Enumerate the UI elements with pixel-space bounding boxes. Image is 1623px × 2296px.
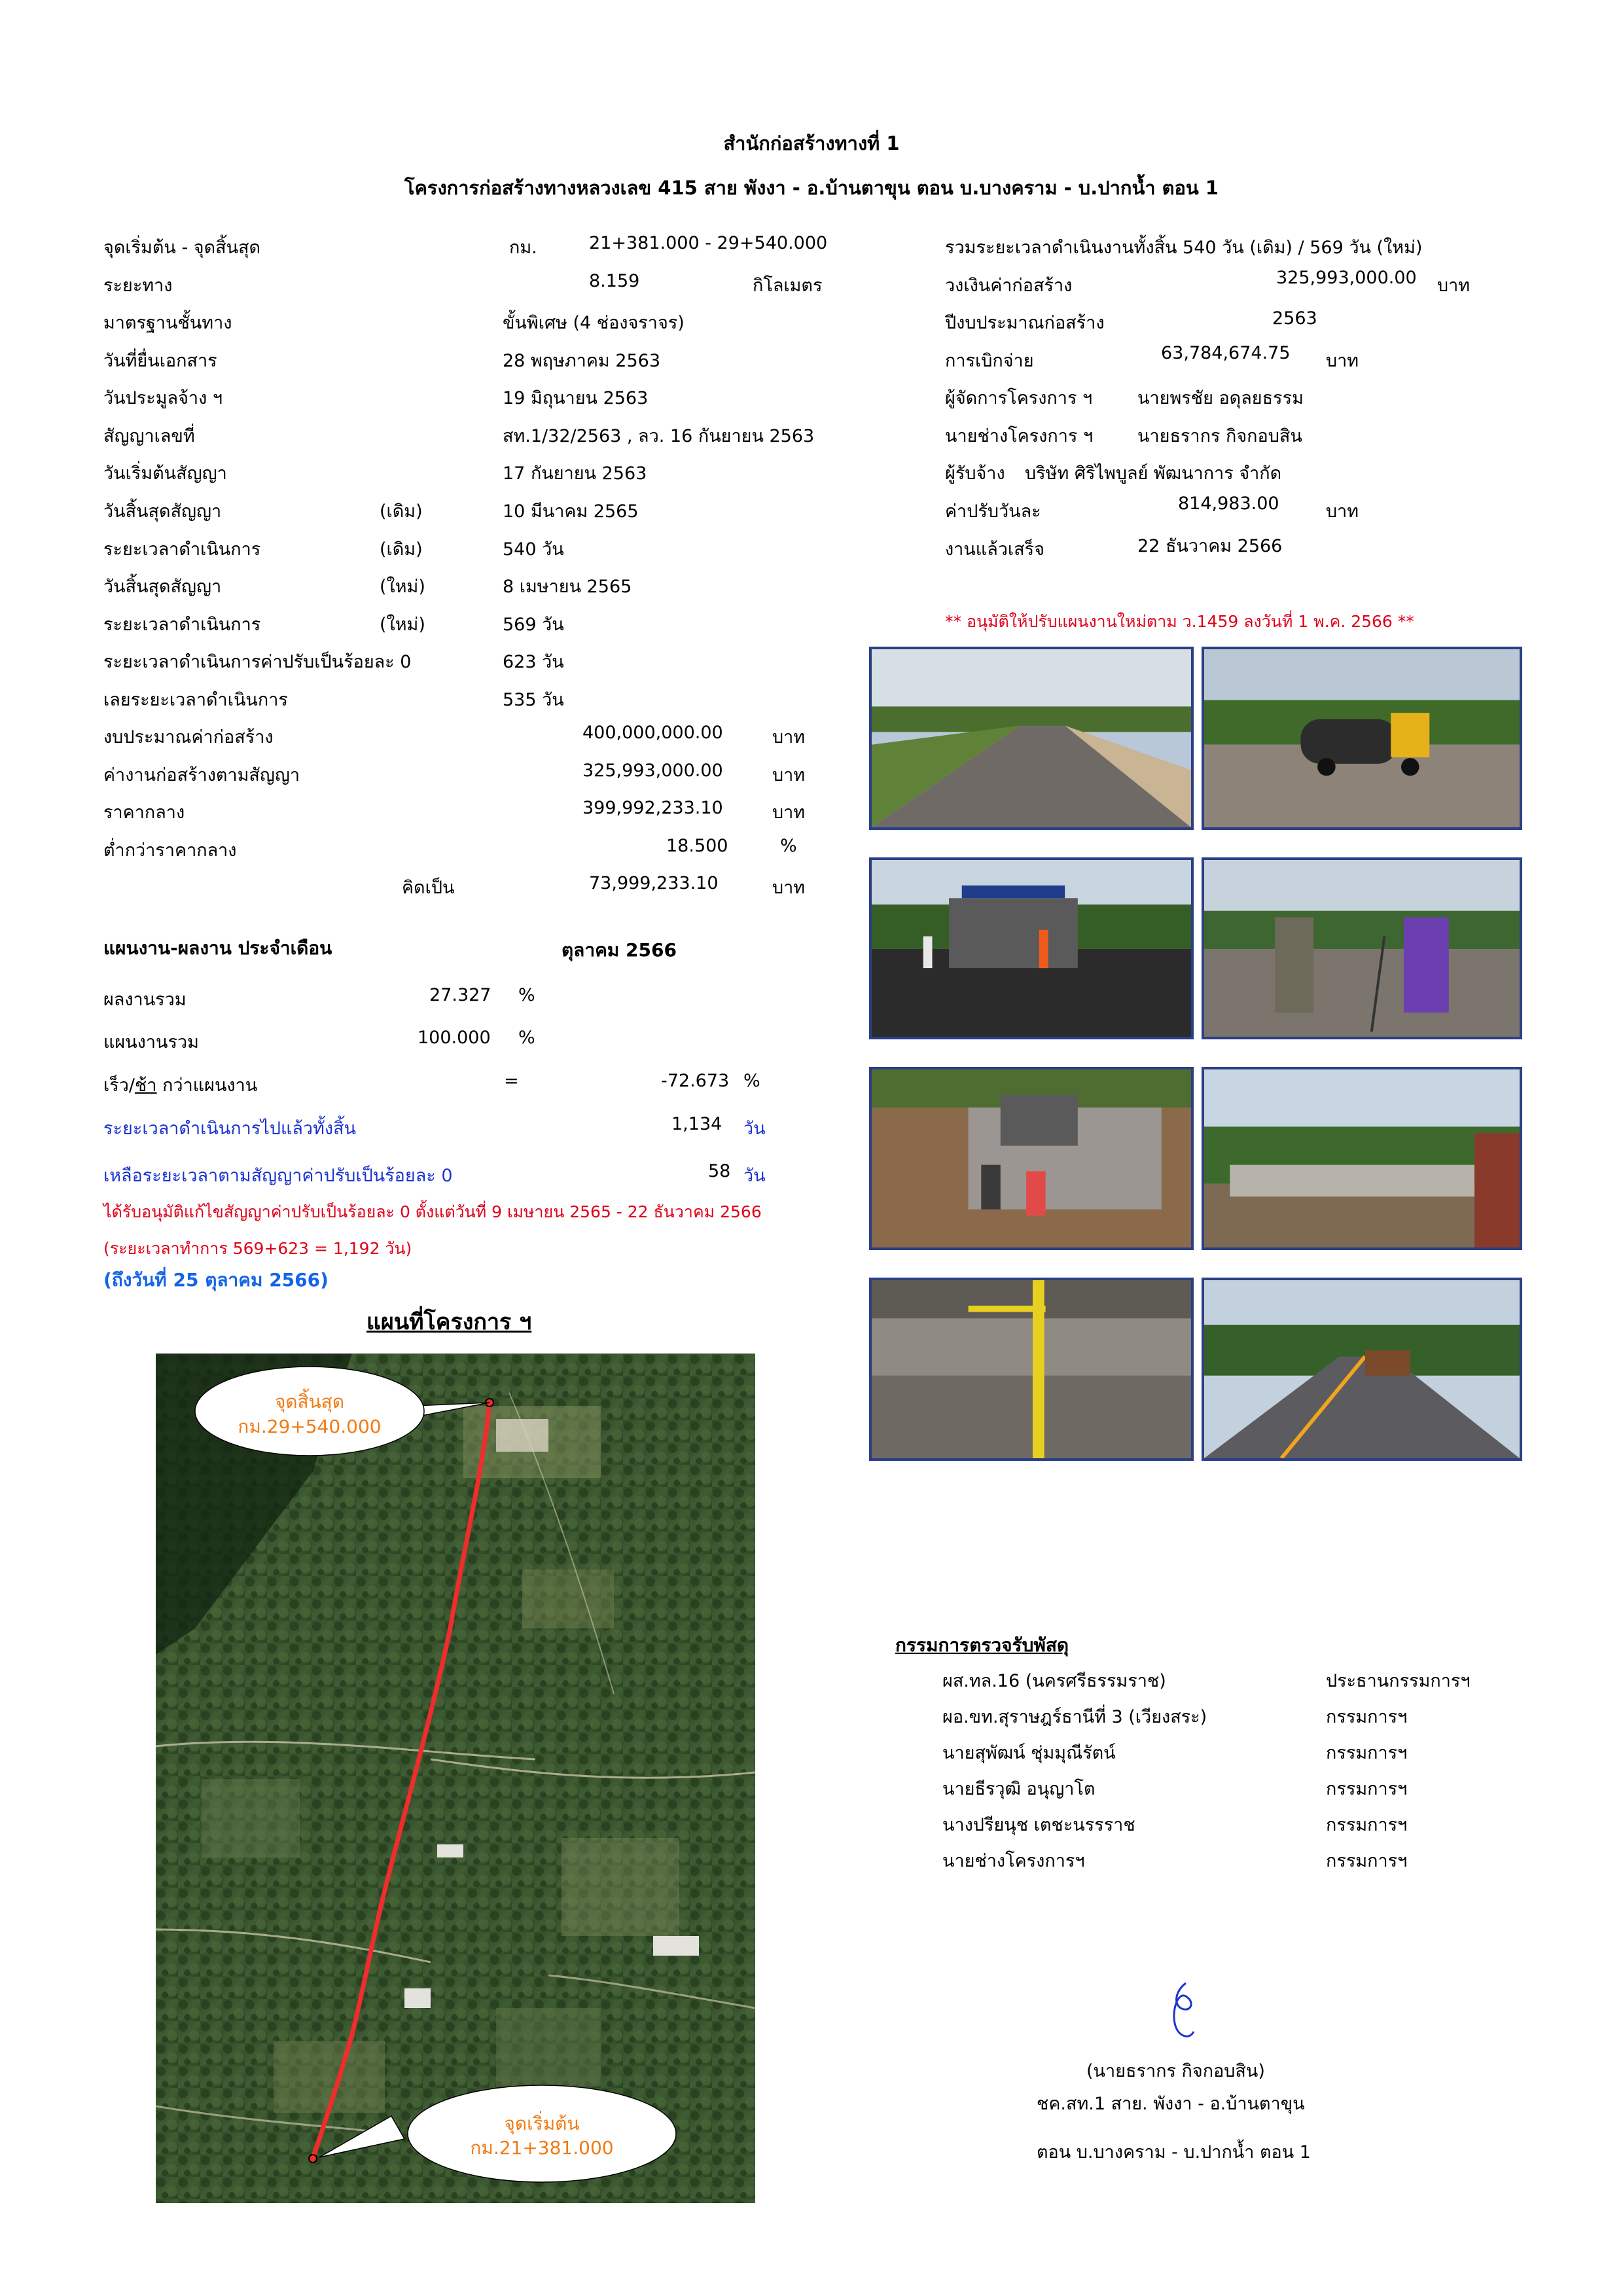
project-title: โครงการก่อสร้างทางหลวงเลข 415 สาย พังงา - อ.บ้านตาขุน ตอน บ.บางคราม - บ.ปากน้ำ ตอน 1 <box>404 177 1219 199</box>
duration-new-value: 569 วัน <box>503 615 564 635</box>
elapsed-label: ระยะเวลาดำเนินการไปแล้วทั้งสิ้น <box>103 1119 357 1139</box>
fiscal-year-value: 2563 <box>1272 308 1317 329</box>
distance-value: 8.159 <box>589 271 640 291</box>
contract-end-new-tag: (ใหม่) <box>380 577 425 597</box>
committee-member-name: นายสุพัฒน์ ชุ่มมุณีรัตน์ <box>942 1743 1116 1763</box>
duration-fine0-value: 623 วัน <box>503 652 564 672</box>
remaining-value: 58 <box>708 1161 731 1181</box>
duration-old-label: ระยะเวลาดำเนินการ <box>103 539 261 560</box>
duration-new-tag: (ใหม่) <box>380 615 425 635</box>
end-point-label: จุดสิ้นสุด <box>274 1391 345 1412</box>
equals-value: 73,999,233.10 <box>589 873 719 893</box>
diff-label-fast: เร็ว/ <box>103 1075 135 1096</box>
below-median-label: ต่ำกว่าราคากลาง <box>103 840 237 861</box>
diff-unit: % <box>743 1071 760 1091</box>
median-price-value: 399,992,233.10 <box>582 798 723 818</box>
committee-member-name: ผส.ทล.16 (นครศรีธรรมราช) <box>942 1671 1166 1691</box>
progress-title: แผนงาน-ผลงาน ประจำเดือน <box>103 937 332 959</box>
diff-label-slow: ช้า <box>135 1075 157 1096</box>
signer-name: (นายธรากร กิจกอบสิน) <box>1086 2061 1265 2081</box>
committee-member-role: กรรมการฯ <box>1326 1779 1408 1799</box>
committee-member-role: กรรมการฯ <box>1326 1743 1408 1763</box>
daily-fine-unit: บาท <box>1326 501 1359 522</box>
plan-revision-note: ** อนุมัติให้ปรับแผนงานใหม่ตาม ว.1459 ลงวันที่ 1 พ.ค. 2566 ** <box>945 612 1414 631</box>
completion-label: งานแล้วเสร็จ <box>945 539 1044 560</box>
bid-date-value: 19 มิถุนายน 2563 <box>503 388 649 408</box>
start-point-label: จุดเริ่มต้น <box>504 2113 580 2134</box>
as-of-date: (ถึงวันที่ 25 ตุลาคม 2566) <box>103 1269 329 1291</box>
contract-end-old-tag: (เดิม) <box>380 501 423 522</box>
median-price-unit: บาท <box>772 802 806 823</box>
equals-unit: บาท <box>772 878 806 898</box>
plan-label: แผนงานรวม <box>103 1032 199 1052</box>
duration-new-label: ระยะเวลาดำเนินการ <box>103 615 261 635</box>
contract-amount-value: 325,993,000.00 <box>1276 268 1417 288</box>
start-end-km-prefix: กม. <box>509 238 537 258</box>
diff-label-rest: กว่าแผนงาน <box>156 1075 258 1096</box>
budget-unit: บาท <box>772 727 806 747</box>
site-photo-finished-road <box>1202 1278 1522 1461</box>
committee-member-name: นางปรียนุช เตชะนรรราช <box>942 1815 1135 1835</box>
distance-unit: กิโลเมตร <box>753 276 823 296</box>
contract-value-value: 325,993,000.00 <box>582 761 723 781</box>
start-point-marker <box>309 2155 317 2162</box>
satellite-map-image <box>156 1354 755 2203</box>
budget-label: งบประมาณค่าก่อสร้าง <box>103 727 274 747</box>
committee-member-role: กรรมการฯ <box>1326 1815 1408 1835</box>
committee-member-name: ผอ.ขท.สุราษฎร์ธานีที่ 3 (เวียงสระ) <box>942 1707 1207 1727</box>
median-price-label: ราคากลาง <box>103 802 185 823</box>
contract-end-new-value: 8 เมษายน 2565 <box>503 577 632 597</box>
contract-value-label: ค่างานก่อสร้างตามสัญญา <box>103 765 300 785</box>
contract-end-new-label: วันสิ้นสุดสัญญา <box>103 577 222 597</box>
committee-member-role: กรรมการฯ <box>1326 1707 1408 1727</box>
actual-label: ผลงานรวม <box>103 990 187 1010</box>
disbursed-label: การเบิกจ่าย <box>945 351 1034 371</box>
contract-amount-unit: บาท <box>1437 276 1471 296</box>
project-map <box>156 1354 755 2203</box>
diff-equals: = <box>504 1071 519 1091</box>
duration-old-value: 540 วัน <box>503 539 564 560</box>
remaining-label: เหลือระยะเวลาตามสัญญาค่าปรับเป็นร้อยละ 0 <box>103 1166 453 1186</box>
contract-amount-label: วงเงินค่าก่อสร้าง <box>945 276 1073 296</box>
signature-mark <box>1157 1977 1209 2049</box>
start-end-label: จุดเริ่มต้น - จุดสิ้นสุด <box>103 238 261 258</box>
approval-note: ได้รับอนุมัติแก้ไขสัญญาค่าปรับเป็นร้อยละ 0 ตั้งแต่วันที่ 9 เมษายน 2565 - 22 ธันวาคม 2566 <box>103 1202 762 1221</box>
disbursed-unit: บาท <box>1326 351 1359 371</box>
committee-member-name: นายธีรวุฒิ อนุญาโต <box>942 1779 1096 1799</box>
contract-end-old-value: 10 มีนาคม 2565 <box>503 501 639 522</box>
manager-value: นายพรชัย อดุลยธรรม <box>1137 388 1304 408</box>
start-point-km: กม.21+381.000 <box>470 2137 614 2159</box>
office-title: สำนักก่อสร้างทางที่ 1 <box>723 132 900 154</box>
engineer-label: นายช่างโครงการ ฯ <box>945 426 1094 446</box>
contract-no-label: สัญญาเลขที่ <box>103 426 195 446</box>
site-photo-thickness-check <box>869 1278 1194 1461</box>
contract-end-old-label: วันสิ้นสุดสัญญา <box>103 501 222 522</box>
committee-member-name: นายช่างโครงการฯ <box>942 1851 1085 1871</box>
site-photo-surveyors <box>1202 857 1522 1039</box>
site-photo-asphalt-truck <box>1202 647 1522 830</box>
contractor-label: ผู้รับจ้าง <box>945 463 1005 484</box>
standard-label: มาตรฐานชั้นทาง <box>103 313 232 333</box>
equals-label: คิดเป็น <box>402 878 455 898</box>
daily-fine-value: 814,983.00 <box>1178 493 1279 514</box>
overdue-label: เลยระยะเวลาดำเนินการ <box>103 690 288 710</box>
fiscal-year-label: ปีงบประมาณก่อสร้าง <box>945 313 1105 333</box>
contract-start-value: 17 กันยายน 2563 <box>503 463 647 484</box>
engineer-value: นายธรากร กิจกอบสิน <box>1137 426 1302 446</box>
end-point-km: กม.29+540.000 <box>238 1416 382 1437</box>
contract-no-value: สท.1/32/2563 , ลว. 16 กันยายน 2563 <box>503 426 815 446</box>
diff-label <box>103 1071 257 1099</box>
manager-label: ผู้จัดการโครงการ ฯ <box>945 388 1093 408</box>
below-median-value: 18.500 <box>666 836 728 856</box>
committee-member-role: ประธานกรรมการฯ <box>1326 1671 1471 1691</box>
plan-unit: % <box>518 1028 535 1048</box>
site-photo-road-surface <box>869 647 1194 830</box>
contract-start-label: วันเริ่มต้นสัญญา <box>103 463 227 484</box>
doc-date-value: 28 พฤษภาคม 2563 <box>503 351 660 371</box>
budget-value: 400,000,000.00 <box>582 723 723 743</box>
plan-value: 100.000 <box>418 1028 491 1048</box>
diff-value: -72.673 <box>661 1071 730 1091</box>
contractor-value: บริษัท ศิริไพบูลย์ พัฒนาการ จำกัด <box>1025 463 1282 484</box>
overdue-value: 535 วัน <box>503 690 564 710</box>
actual-unit: % <box>518 985 535 1005</box>
map-title: แผนที่โครงการ ฯ <box>366 1309 532 1335</box>
duration-fine0-label: ระยะเวลาดำเนินการค่าปรับเป็นร้อยละ 0 <box>103 652 412 672</box>
start-end-value: 21+381.000 - 29+540.000 <box>589 233 828 253</box>
actual-value: 27.327 <box>429 985 491 1005</box>
completion-value: 22 ธันวาคม 2566 <box>1137 536 1283 556</box>
below-median-unit: % <box>780 836 797 856</box>
contract-value-unit: บาท <box>772 765 806 785</box>
committee-title: กรรมการตรวจรับพัสดุ <box>895 1634 1069 1656</box>
progress-month: ตุลาคม 2566 <box>562 939 677 961</box>
total-time-text: รวมระยะเวลาดำเนินงานทั้งสิ้น 540 วัน (เดิม) / 569 วัน (ใหม่) <box>945 238 1423 258</box>
signer-section: ตอน บ.บางคราม - บ.ปากน้ำ ตอน 1 <box>1037 2142 1311 2162</box>
elapsed-unit: วัน <box>743 1119 766 1139</box>
site-photo-concrete-pour <box>869 1067 1194 1250</box>
site-photo-paving-machine <box>869 857 1194 1039</box>
remaining-unit: วัน <box>743 1166 766 1186</box>
disbursed-value: 63,784,674.75 <box>1161 343 1291 363</box>
elapsed-value: 1,134 <box>671 1114 722 1134</box>
duration-note: (ระยะเวลาทำการ 569+623 = 1,192 วัน) <box>103 1239 412 1258</box>
signer-position: ชค.สท.1 สาย. พังงา - อ.บ้านตาขุน <box>1037 2094 1305 2114</box>
bid-date-label: วันประมูลจ้าง ฯ <box>103 388 223 408</box>
committee-member-role: กรรมการฯ <box>1326 1851 1408 1871</box>
daily-fine-label: ค่าปรับวันละ <box>945 501 1041 522</box>
distance-label: ระยะทาง <box>103 276 173 296</box>
site-photo-culvert-wall <box>1202 1067 1522 1250</box>
duration-old-tag: (เดิม) <box>380 539 423 560</box>
standard-value: ขั้นพิเศษ (4 ช่องจราจร) <box>503 313 685 333</box>
doc-date-label: วันที่ยื่นเอกสาร <box>103 351 217 371</box>
